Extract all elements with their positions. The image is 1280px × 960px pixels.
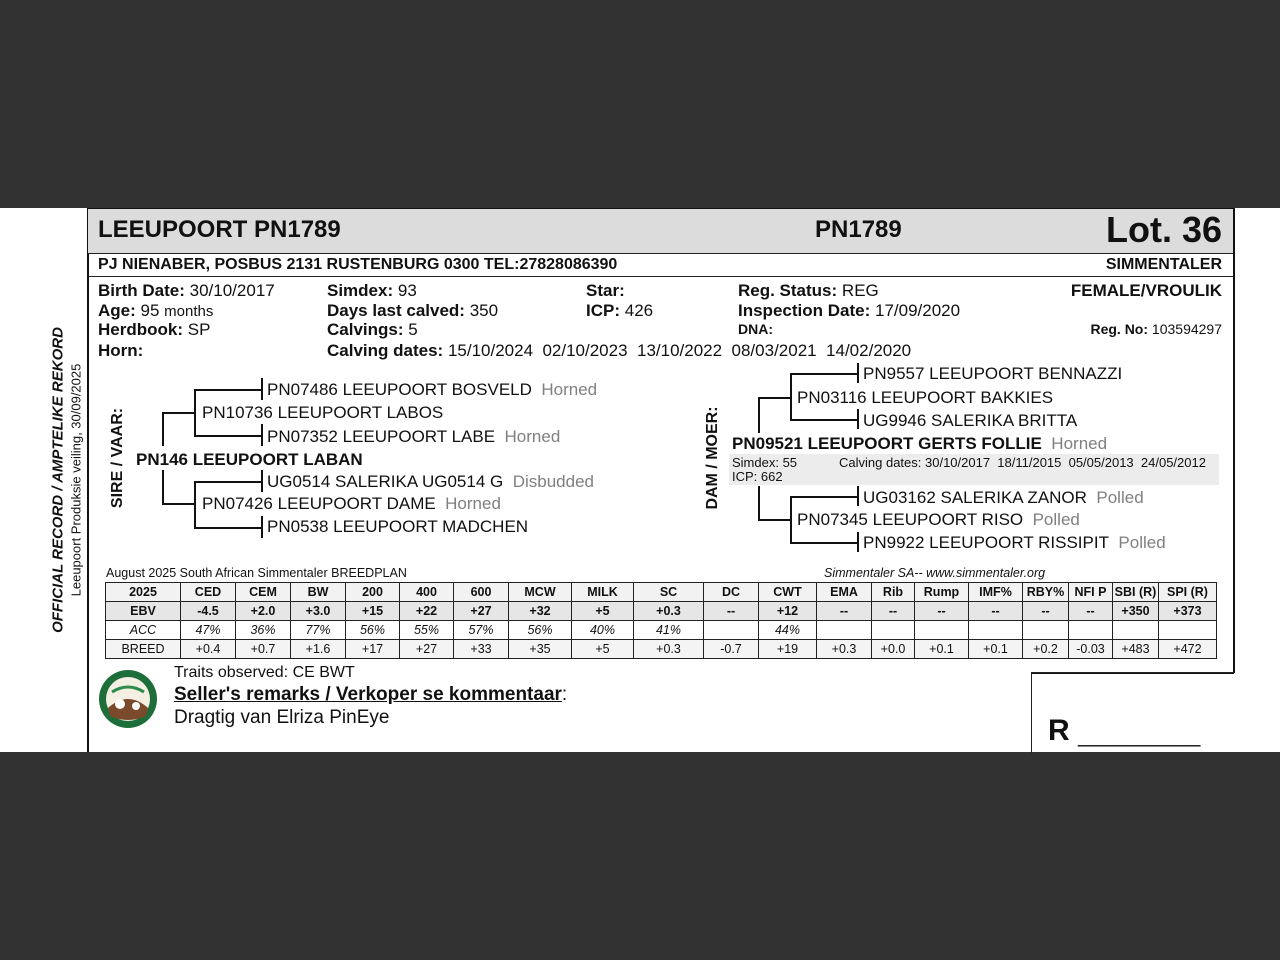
sire-dam-sire: UG0514 SALERIKA UG0514 G Disbudded — [267, 472, 594, 491]
sire-sire-dam: PN07352 LEEUPOORT LABE Horned — [267, 427, 561, 446]
ebv-cell: MILK — [572, 583, 634, 602]
birth-date: Birth Date: 30/10/2017 — [98, 281, 275, 300]
sex: FEMALE/VROULIK — [1070, 281, 1222, 300]
ebv-cell: 600 — [454, 583, 509, 602]
ebv-cell: IMF% — [969, 583, 1023, 602]
ped-line — [857, 486, 859, 506]
ped-line — [758, 397, 760, 433]
ebv-cell: 200 — [346, 583, 400, 602]
ped-line — [790, 419, 858, 421]
ebv-cell: -- — [1023, 602, 1069, 621]
ped-line — [758, 519, 792, 521]
ebv-cell — [1023, 621, 1069, 640]
ebv-row-label: ACC — [106, 621, 181, 640]
ebv-cell: 40% — [572, 621, 634, 640]
ebv-cell: +27 — [400, 640, 454, 659]
ebv-table — [105, 582, 1217, 659]
ebv-cell: +35 — [509, 640, 572, 659]
herdbook: Herdbook: SP — [98, 320, 211, 339]
ebv-cell: +483 — [1113, 640, 1159, 659]
dam-dam: PN07345 LEEUPOORT RISO Polled — [797, 510, 1080, 529]
inspection-date: Inspection Date: 17/09/2020 — [738, 301, 961, 320]
dam-name: PN09521 LEEUPOORT GERTS FOLLIE Horned — [732, 434, 1108, 453]
simdex: Simdex: 93 — [327, 281, 417, 300]
icp: ICP: 426 — [586, 301, 654, 320]
ebv-cell: +1.6 — [291, 640, 346, 659]
ebv-cell: RBY% — [1023, 583, 1069, 602]
sire-dam-dam: PN0538 LEEUPOORT MADCHEN — [267, 517, 529, 536]
ebv-cell: +0.3 — [634, 640, 704, 659]
ebv-cell: +2.0 — [236, 602, 291, 621]
ebv-cell: -0.03 — [1069, 640, 1113, 659]
dam-dam-sire: UG03162 SALERIKA ZANOR Polled — [863, 488, 1144, 507]
ebv-cell: Rump — [915, 583, 969, 602]
sire-name: PN146 LEEUPOORT LABAN — [136, 450, 363, 469]
ebv-cell — [817, 621, 872, 640]
frame-right — [1233, 208, 1235, 673]
ebv-cell: CEM — [236, 583, 291, 602]
ped-line — [857, 409, 859, 429]
traits-observed: Traits observed: CE BWT — [174, 664, 355, 681]
dam-calving-dates: Calving dates: 30/10/2017 18/11/2015 05/05/2013 24/05/2012 — [839, 455, 1206, 470]
ped-line — [857, 532, 859, 552]
ebv-header-row — [106, 583, 1217, 602]
ebv-row-label: BREED — [106, 640, 181, 659]
ebv-cell: BW — [291, 583, 346, 602]
ped-line — [790, 542, 858, 544]
remarks-heading: Seller's remarks / Verkoper se kommentaar: — [174, 684, 568, 705]
age: Age: 95 months — [98, 301, 214, 320]
remarks-text: Dragtig van Elriza PinEye — [174, 707, 390, 728]
ped-line — [261, 378, 263, 400]
ebv-cell — [872, 621, 915, 640]
ped-line — [790, 373, 858, 375]
ebv-cell: EMA — [817, 583, 872, 602]
ebv-cell: +12 — [759, 602, 817, 621]
ebv-cell: 41% — [634, 621, 704, 640]
ped-line — [194, 481, 262, 483]
breedplan-title: August 2025 South African Simmentaler BREEDPLAN — [106, 566, 407, 580]
sire-sire-sire: PN07486 LEEUPOORT BOSVELD Horned — [267, 380, 598, 399]
ped-line — [758, 397, 792, 399]
ped-line — [261, 424, 263, 446]
ped-line — [194, 481, 196, 528]
ped-line — [261, 470, 263, 492]
sale-name-label: Leeupoort Produksie veiling, 30/09/2025 — [68, 363, 84, 597]
ebv-cell: -- — [817, 602, 872, 621]
star-label: Star: — [586, 281, 625, 300]
ebv-cell — [1069, 621, 1113, 640]
owner-details: PJ NIENABER, POSBUS 2131 RUSTENBURG 0300 TEL:27828086390 — [98, 256, 618, 273]
ebv-cell: +33 — [454, 640, 509, 659]
dam-sire-sire: PN9557 LEEUPOORT BENNAZZI — [863, 364, 1123, 383]
ebv-cell: +17 — [346, 640, 400, 659]
ped-line — [261, 516, 263, 538]
ebv-cell — [969, 621, 1023, 640]
ped-line — [162, 412, 196, 414]
dam-icp: ICP: 662 — [732, 469, 783, 484]
ebv-cell: 56% — [346, 621, 400, 640]
ebv-cell — [915, 621, 969, 640]
ebv-cell: MCW — [509, 583, 572, 602]
ebv-cell: +472 — [1159, 640, 1217, 659]
ped-line — [194, 389, 262, 391]
ebv-cell — [1159, 621, 1217, 640]
ebv-cell: 47% — [181, 621, 236, 640]
dam-simdex: Simdex: 55 — [732, 455, 798, 470]
ebv-cell: 36% — [236, 621, 291, 640]
ebv-cell: -- — [969, 602, 1023, 621]
ped-line — [790, 496, 792, 543]
price-currency: R — [1048, 714, 1070, 747]
ebv-cell: 400 — [400, 583, 454, 602]
ped-line — [790, 496, 858, 498]
ebv-cell: +0.2 — [1023, 640, 1069, 659]
reg-status: Reg. Status: REG — [738, 281, 879, 300]
reg-number: Reg. No: 103594297 — [1090, 321, 1222, 337]
lot-number: Lot. 36 — [1105, 209, 1222, 250]
ebv-cell: +350 — [1113, 602, 1159, 621]
ebv-cell: -- — [1069, 602, 1113, 621]
breed-name: SIMMENTALER — [1105, 256, 1222, 273]
ped-line — [162, 412, 164, 446]
sire-sire: PN10736 LEEUPOORT LABOS — [202, 403, 444, 422]
ped-line — [758, 486, 760, 520]
ebv-cell: 57% — [454, 621, 509, 640]
ebv-cell: SPI (R) — [1159, 583, 1217, 602]
horn-label: Horn: — [98, 341, 144, 360]
ped-line — [194, 527, 262, 529]
ebv-cell: SBI (R) — [1113, 583, 1159, 602]
ebv-cell: 55% — [400, 621, 454, 640]
ebv-cell: -4.5 — [181, 602, 236, 621]
ebv-cell: Rib — [872, 583, 915, 602]
ebv-cell: -- — [915, 602, 969, 621]
dam-label: DAM / MOER: — [704, 406, 721, 510]
ebv-row — [106, 602, 1217, 621]
ebv-cell: +22 — [400, 602, 454, 621]
ebv-cell: NFI P — [1069, 583, 1113, 602]
official-record-label: OFFICIAL RECORD / AMPTELIKE REKORD — [49, 327, 67, 633]
dna-label: DNA: — [738, 321, 773, 337]
ebv-cell: -- — [872, 602, 915, 621]
ebv-cell: +19 — [759, 640, 817, 659]
ped-line — [162, 470, 164, 504]
ebv-cell: -- — [704, 602, 759, 621]
ped-line — [857, 363, 859, 383]
ebv-cell: +3.0 — [291, 602, 346, 621]
acc-row — [106, 621, 1217, 640]
calvings: Calvings: 5 — [327, 320, 418, 339]
ebv-cell — [704, 621, 759, 640]
ebv-row-label: 2025 — [106, 583, 181, 602]
ebv-cell: CED — [181, 583, 236, 602]
ped-line — [162, 503, 196, 505]
ebv-cell: +0.3 — [634, 602, 704, 621]
ebv-cell: 44% — [759, 621, 817, 640]
ebv-cell: +373 — [1159, 602, 1217, 621]
animal-name: LEEUPOORT PN1789 — [98, 216, 341, 243]
dam-sire: PN03116 LEEUPOORT BAKKIES — [797, 388, 1054, 407]
ebv-cell: 56% — [509, 621, 572, 640]
sire-dam: PN07426 LEEUPOORT DAME Horned — [202, 494, 501, 513]
ebv-cell: +5 — [572, 640, 634, 659]
price-field[interactable]: __________ — [1078, 722, 1201, 747]
days-last-calved: Days last calved: 350 — [327, 301, 499, 320]
ebv-cell: +0.0 — [872, 640, 915, 659]
simmentaler-logo — [98, 668, 158, 730]
ebv-row-label: EBV — [106, 602, 181, 621]
breedplan-site: Simmentaler SA-- www.simmentaler.org — [824, 566, 1046, 580]
ebv-cell: +15 — [346, 602, 400, 621]
dam-dam-dam: PN9922 LEEUPOORT RISSIPIT Polled — [863, 533, 1166, 552]
ped-line — [194, 435, 262, 437]
ebv-cell: +27 — [454, 602, 509, 621]
ebv-cell: +5 — [572, 602, 634, 621]
ebv-cell — [1113, 621, 1159, 640]
frame-left — [87, 208, 89, 752]
animal-code: PN1789 — [815, 216, 902, 243]
dam-sire-dam: UG9946 SALERIKA BRITTA — [863, 411, 1078, 430]
ebv-cell: +0.1 — [915, 640, 969, 659]
ebv-cell: DC — [704, 583, 759, 602]
ebv-cell: +32 — [509, 602, 572, 621]
ebv-cell: +0.4 — [181, 640, 236, 659]
ebv-cell: SC — [634, 583, 704, 602]
ebv-cell: -0.7 — [704, 640, 759, 659]
ebv-cell: +0.3 — [817, 640, 872, 659]
calving-dates: Calving dates: 15/10/2024 02/10/2023 13/10/2022 08/03/2021 14/02/2020 — [327, 341, 912, 360]
ebv-cell: +0.7 — [236, 640, 291, 659]
ebv-cell: CWT — [759, 583, 817, 602]
ebv-cell: 77% — [291, 621, 346, 640]
sire-label: SIRE / VAAR: — [109, 407, 126, 509]
breed-avg-row — [106, 640, 1217, 659]
ebv-cell: +0.1 — [969, 640, 1023, 659]
